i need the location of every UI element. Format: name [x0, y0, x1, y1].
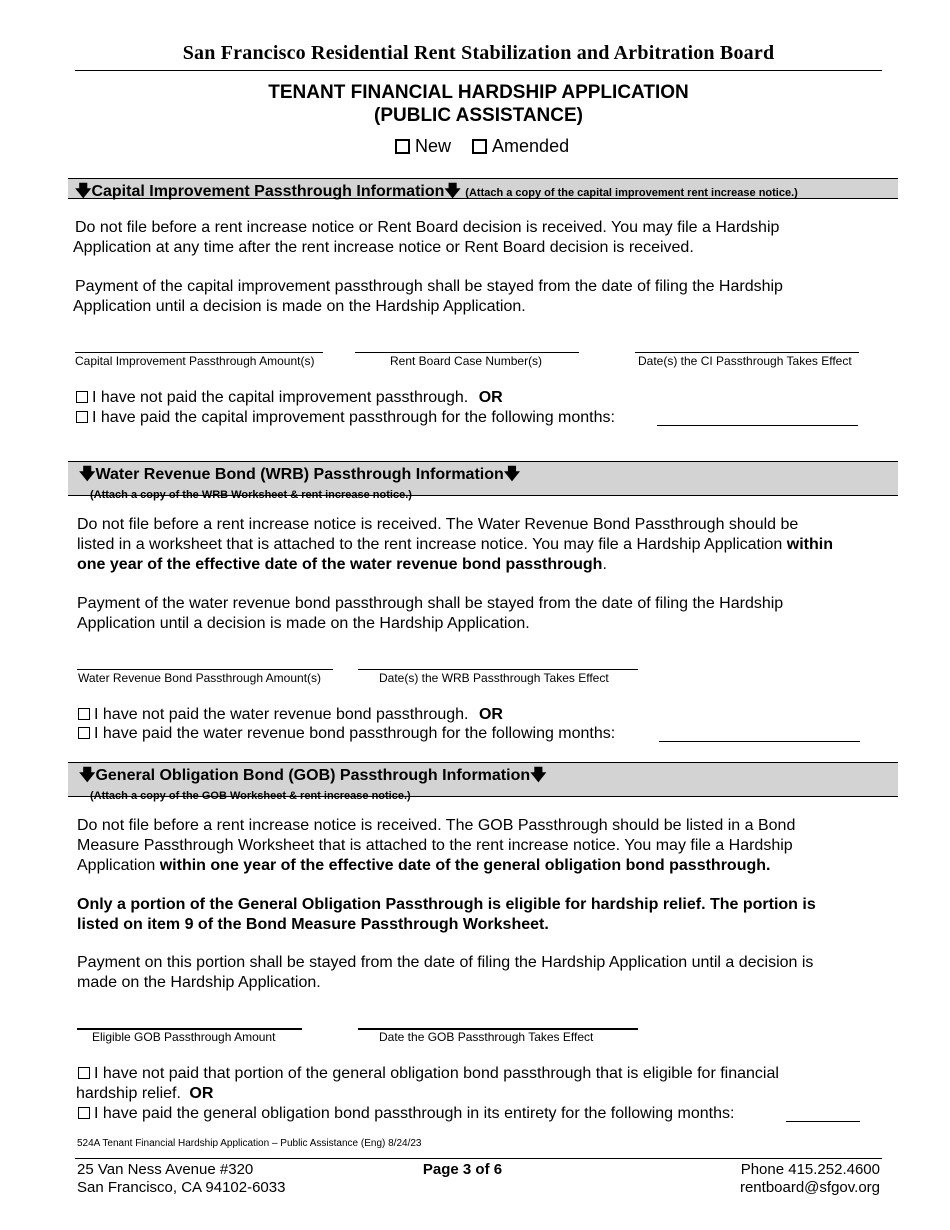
gob-not-paid-option[interactable] [78, 1064, 878, 1104]
option-amended[interactable] [472, 136, 569, 156]
wrb-section-title: Water Revenue Bond (WRB) Passthrough Information [95, 466, 504, 483]
new-amended-options [395, 136, 585, 157]
header-rule [75, 70, 882, 71]
wrb-not-paid-label: I have not paid the water revenue bond passthrough. [94, 706, 469, 723]
form-title: TENANT FINANCIAL HARDSHIP APPLICATION [268, 82, 689, 103]
wrb-para1-line2: listed in a worksheet that is attached to the rent increase notice. You may file a Hardship Application [77, 536, 783, 553]
capital-para1-line2: Application at any time after the rent increase notice or Rent Board decision is received. [73, 239, 694, 256]
gob-paid-label: I have paid the general obligation bond passthrough in its entirety for the following months: [94, 1105, 735, 1122]
checkbox-icon[interactable] [78, 727, 90, 739]
gob-section-title: General Obligation Bond (GOB) Passthrough Information [95, 767, 531, 784]
wrb-para1-end: . [602, 556, 607, 573]
wrb-para1-line1: Do not file before a rent increase notice is received. The Water Revenue Bond Passthrough should be [77, 516, 799, 533]
capital-paid-label: I have paid the capital improvement passthrough for the following months: [92, 409, 615, 426]
wrb-paid-option[interactable] [78, 724, 615, 744]
gob-para1-line2: Measure Passthrough Worksheet that is attached to the rent increase notice. You may file a Hardship [77, 837, 793, 854]
gob-date-label: Date the GOB Passthrough Takes Effect [379, 1030, 594, 1044]
gob-para1-line1: Do not file before a rent increase notice is received. The GOB Passthrough should be listed in a Bond [77, 817, 796, 834]
capital-amount-field[interactable] [75, 352, 323, 353]
capital-case-label: Rent Board Case Number(s) [390, 354, 543, 368]
gob-para3-line2: made on the Hardship Application. [77, 974, 321, 991]
wrb-section-header [68, 461, 898, 501]
capital-para2-line2: Application until a decision is made on the Hardship Application. [73, 298, 526, 315]
capital-paragraph-2 [75, 277, 895, 317]
capital-paragraph-1 [75, 218, 895, 258]
capital-section-note: (Attach a copy of the capital improvement rent increase notice.) [465, 187, 798, 199]
checkbox-icon[interactable] [78, 708, 90, 720]
footer-rule [75, 1158, 882, 1159]
checkbox-icon[interactable] [472, 139, 487, 154]
wrb-para2-line2: Application until a decision is made on the Hardship Application. [77, 615, 530, 632]
gob-paragraph-1 [77, 816, 897, 876]
wrb-section-note: (Attach a copy of the WRB Worksheet & rent increase notice.) [90, 489, 412, 501]
gob-para1-line3-bold: within one year of the effective date of the general obligation bond passthrough. [159, 857, 771, 874]
capital-para1-line1: Do not file before a rent increase notice or Rent Board decision is received. You may file a Hardship [75, 219, 780, 236]
wrb-para1-bold-a: within [786, 536, 833, 553]
checkbox-icon[interactable] [78, 1067, 90, 1079]
gob-paid-months-field[interactable] [786, 1121, 860, 1122]
checkbox-icon[interactable] [78, 1107, 90, 1119]
gob-paragraph-2 [77, 895, 897, 935]
gob-section-note: (Attach a copy of the GOB Worksheet & rent increase notice.) [90, 790, 411, 802]
down-arrow-icon: 🡇 [530, 767, 547, 784]
capital-not-paid-option[interactable] [76, 388, 503, 408]
wrb-para1-bold-b: one year of the effective date of the water revenue bond passthrough [77, 556, 603, 573]
form-identifier: 524A Tenant Financial Hardship Application – Public Assistance (Eng) 8/24/23 [77, 1138, 422, 1149]
down-arrow-icon: 🡇 [79, 767, 96, 784]
gob-section-header [68, 762, 898, 802]
wrb-not-paid-option[interactable] [78, 705, 503, 725]
wrb-amount-field[interactable] [77, 669, 333, 670]
capital-date-field[interactable] [635, 352, 859, 353]
checkbox-icon[interactable] [76, 411, 88, 423]
gob-para2-line2: listed on item 9 of the Bond Measure Passthrough Worksheet. [77, 916, 549, 933]
gob-para1-line3-plain: Application [77, 857, 156, 874]
down-arrow-icon: 🡇 [444, 183, 461, 200]
capital-amount-label: Capital Improvement Passthrough Amount(s) [75, 354, 315, 368]
wrb-paragraph-2 [77, 594, 897, 634]
checkbox-icon[interactable] [395, 139, 410, 154]
wrb-paid-months-field[interactable] [659, 741, 860, 742]
gob-paragraph-3 [77, 953, 897, 993]
phone-number: Phone 415.252.4600 [740, 1161, 880, 1178]
address-line1: 25 Van Ness Avenue #320 [77, 1161, 254, 1178]
gob-paid-option[interactable] [78, 1104, 734, 1124]
or-label: OR [478, 706, 503, 723]
wrb-amount-label: Water Revenue Bond Passthrough Amount(s) [78, 671, 322, 685]
organization-name: San Francisco Residential Rent Stabilization and Arbitration Board [182, 42, 775, 64]
down-arrow-icon: 🡇 [503, 466, 521, 483]
address-line2: San Francisco, CA 94102-6033 [77, 1179, 286, 1196]
option-amended-label: Amended [492, 136, 570, 156]
capital-date-label: Date(s) the CI Passthrough Takes Effect [638, 354, 852, 368]
or-label: OR [478, 389, 503, 406]
capital-case-field[interactable] [355, 352, 579, 353]
down-arrow-icon: 🡇 [79, 466, 96, 483]
page-number: Page 3 of 6 [422, 1161, 503, 1178]
wrb-paragraph-1 [77, 515, 897, 575]
down-arrow-icon: 🡇 [75, 183, 92, 200]
wrb-paid-label: I have paid the water revenue bond passthrough for the following months: [94, 725, 616, 742]
or-label: OR [189, 1085, 214, 1102]
capital-not-paid-label: I have not paid the capital improvement passthrough. [92, 389, 469, 406]
checkbox-icon[interactable] [76, 391, 88, 403]
wrb-para2-line1: Payment of the water revenue bond passthrough shall be stayed from the date of filing the Hardship [77, 595, 784, 612]
gob-not-paid-label-line2: hardship relief. [76, 1085, 181, 1102]
email-address[interactable]: rentboard@sfgov.org [739, 1179, 880, 1196]
gob-para2-line1: Only a portion of the General Obligation Passthrough is eligible for hardship relief. The portion is [77, 896, 816, 913]
option-new[interactable] [395, 136, 451, 156]
form-subtitle: (PUBLIC ASSISTANCE) [374, 105, 583, 126]
gob-para3-line1: Payment on this portion shall be stayed from the date of filing the Hardship Application until a decision is [77, 954, 814, 971]
wrb-date-field[interactable] [358, 669, 638, 670]
capital-section-title: Capital Improvement Passthrough Information [91, 183, 445, 200]
capital-paid-option[interactable] [76, 408, 615, 428]
option-new-label: New [415, 136, 452, 156]
footer-contact [740, 1161, 880, 1197]
wrb-date-label: Date(s) the WRB Passthrough Takes Effect [379, 671, 609, 685]
gob-amount-label: Eligible GOB Passthrough Amount [92, 1030, 276, 1044]
capital-para2-line1: Payment of the capital improvement passthrough shall be stayed from the date of filing the Hardship [75, 278, 783, 295]
capital-paid-months-field[interactable] [657, 425, 858, 426]
capital-section-header [68, 178, 898, 199]
gob-not-paid-label-line1: I have not paid that portion of the general obligation bond passthrough that is eligible for financial [94, 1065, 779, 1082]
